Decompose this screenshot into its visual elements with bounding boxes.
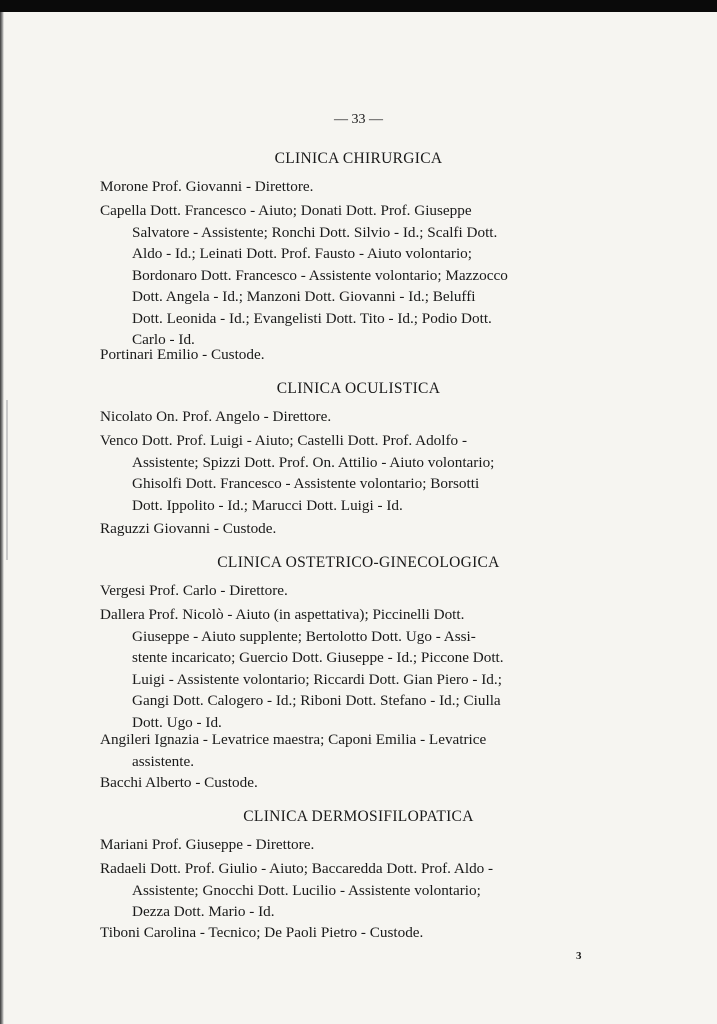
entry-line: Dott. Leonida - Id.; Evangelisti Dott. Tito - Id.; Podio Dott. xyxy=(132,309,492,327)
entry-line: Assistente; Gnocchi Dott. Lucilio - Assistente volontario; xyxy=(132,881,481,899)
entry-direttore-ostetrico xyxy=(100,580,595,602)
entry-line: Carlo - Id. xyxy=(132,331,195,348)
entry-line: assistente. xyxy=(132,752,195,770)
entry-staff-dermosifilopatica xyxy=(100,858,595,923)
section-heading-ostetrico: CLINICA OSTETRICO-GINECOLOGICA xyxy=(217,554,500,571)
section-heading-dermosifilopatica: CLINICA DERMOSIFILOPATICA xyxy=(243,808,474,825)
entry-line: Raguzzi Giovanni - Custode. xyxy=(100,520,277,537)
entry-custode-chirurgica xyxy=(100,344,595,366)
entry-line: Dallera Prof. Nicolò - Aiuto (in aspettativa); Piccinelli Dott. xyxy=(100,606,465,623)
entry-line: Dott. Ippolito - Id.; Marucci Dott. Luigi - Id. xyxy=(132,496,403,514)
entry-staff-ostetrico xyxy=(100,604,595,733)
entry-line: Morone Prof. Giovanni - Direttore. xyxy=(100,178,314,195)
entry-direttore-oculistica xyxy=(100,406,595,428)
entry-line: Dezza Dott. Mario - Id. xyxy=(132,903,275,920)
entry-direttore-chirurgica xyxy=(100,176,595,198)
entry-tecnico-custode-dermosifilopatica xyxy=(100,922,595,944)
entry-line: Radaeli Dott. Prof. Giulio - Aiuto; Baccaredda Dott. Prof. Aldo - xyxy=(100,860,494,877)
section-heading-chirurgica: CLINICA CHIRURGICA xyxy=(274,150,443,167)
entry-line: Bordonaro Dott. Francesco - Assistente volontario; Mazzocco xyxy=(132,266,508,284)
entry-direttore-dermosifilopatica xyxy=(100,834,595,856)
entry-line: Ghisolfi Dott. Francesco - Assistente volontario; Borsotti xyxy=(132,475,480,492)
entry-line: Gangi Dott. Calogero - Id.; Riboni Dott. Stefano - Id.; Ciulla xyxy=(132,692,501,709)
entry-line: Capella Dott. Francesco - Aiuto; Donati Dott. Prof. Giuseppe xyxy=(100,202,472,219)
entry-line: Luigi - Assistente volontario; Riccardi Dott. Gian Piero - Id.; xyxy=(132,670,502,688)
entry-line: Assistente; Spizzi Dott. Prof. On. Attilio - Aiuto volontario; xyxy=(132,453,495,471)
entry-custode-ostetrico xyxy=(100,772,595,794)
entry-line: Tiboni Carolina - Tecnico; De Paoli Pietro - Custode. xyxy=(100,924,424,941)
entry-levatrici-ostetrico xyxy=(100,729,595,772)
entry-line: Nicolato On. Prof. Angelo - Direttore. xyxy=(100,408,332,425)
entry-line: Dott. Ugo - Id. xyxy=(132,713,222,731)
page-number: — 33 — xyxy=(334,112,383,127)
entry-line: Portinari Emilio - Custode. xyxy=(100,346,265,363)
section-heading-oculistica: CLINICA OCULISTICA xyxy=(276,380,441,397)
entry-line: Mariani Prof. Giuseppe - Direttore. xyxy=(100,836,315,853)
entry-staff-oculistica xyxy=(100,430,595,516)
scan-left-shadow xyxy=(6,400,8,560)
entry-line: Aldo - Id.; Leinati Dott. Prof. Fausto - Aiuto volontario; xyxy=(132,245,472,262)
scan-top-border xyxy=(0,0,717,12)
entry-line: Giuseppe - Aiuto supplente; Bertolotto Dott. Ugo - Assi- xyxy=(132,627,476,645)
entry-line: Vergesi Prof. Carlo - Direttore. xyxy=(100,582,288,599)
entry-line: stente incaricato; Guercio Dott. Giuseppe - Id.; Piccone Dott. xyxy=(132,649,504,666)
entry-line: Venco Dott. Prof. Luigi - Aiuto; Castelli Dott. Prof. Adolfo - xyxy=(100,432,468,449)
entry-staff-chirurgica xyxy=(100,200,595,351)
signature-mark: 3 xyxy=(576,950,582,962)
entry-line: Angileri Ignazia - Levatrice maestra; Caponi Emilia - Levatrice xyxy=(100,731,487,748)
entry-line: Bacchi Alberto - Custode. xyxy=(100,774,258,791)
entry-custode-oculistica xyxy=(100,518,595,540)
entry-line: Dott. Angela - Id.; Manzoni Dott. Giovanni - Id.; Beluffi xyxy=(132,288,476,305)
entry-line: Salvatore - Assistente; Ronchi Dott. Silvio - Id.; Scalfi Dott. xyxy=(132,223,498,241)
